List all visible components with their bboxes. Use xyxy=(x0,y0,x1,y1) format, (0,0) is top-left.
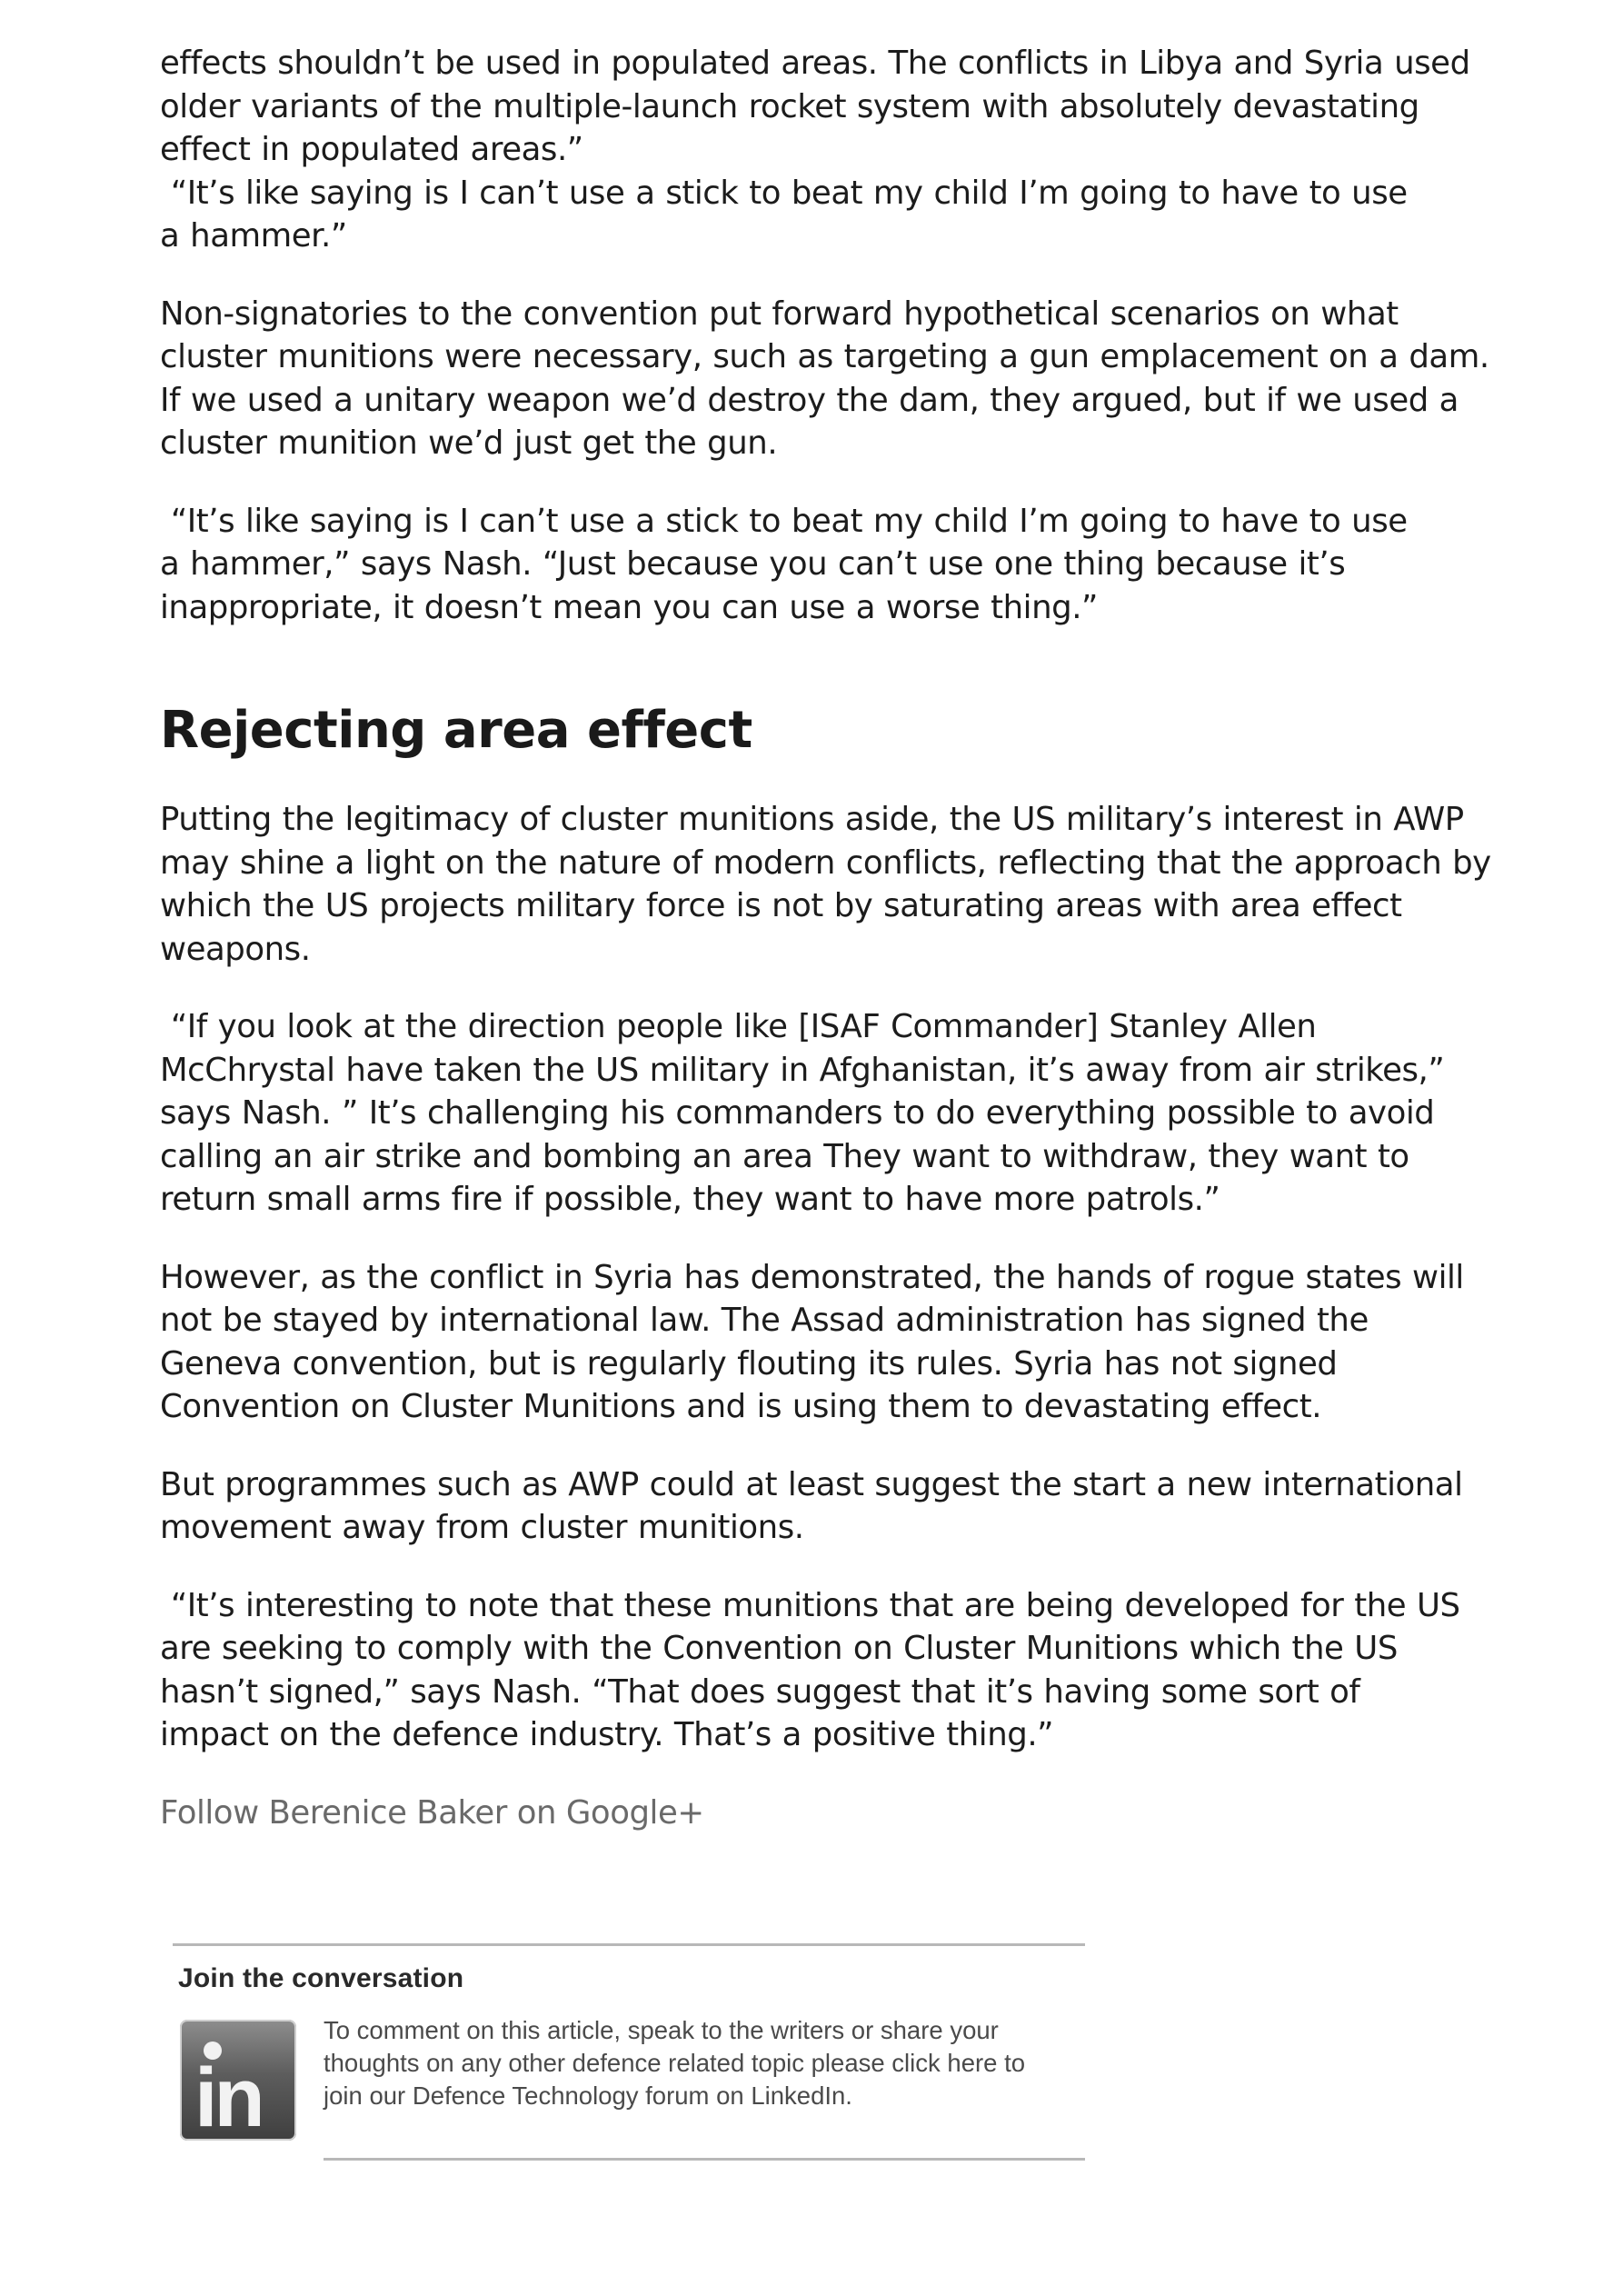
paragraph-line: impact on the defence industry. That’s a positive thing.” xyxy=(160,1716,1054,1753)
linkedin-icon[interactable] xyxy=(180,2020,296,2144)
join-description[interactable]: To comment on this article, speak to the writers or share your thoughts on any other defence related topic please click here to join our Defence Technology forum on LinkedIn. xyxy=(324,2016,1026,2110)
paragraph-line: But programmes such as AWP could at least suggest the start a new international xyxy=(160,1465,1463,1503)
paragraph-line: calling an air strike and bombing an area They want to withdraw, they want to xyxy=(160,1137,1409,1175)
paragraph-line: “It’s interesting to note that these munitions that are being developed for the US xyxy=(160,1586,1460,1624)
paragraph-line: “It’s like saying is I can’t use a stick to beat my child I’m going to have to use xyxy=(160,174,1408,212)
follow-author-link[interactable]: Follow Berenice Baker on Google+ xyxy=(160,1793,704,1832)
paragraph-line: may shine a light on the nature of modern conflicts, reflecting that the approach by xyxy=(160,844,1491,882)
paragraph-line: cluster munitions were necessary, such as targeting a gun emplacement on a dam. xyxy=(160,338,1489,375)
paragraph-line: effect in populated areas.” xyxy=(160,131,583,168)
article-paragraph xyxy=(160,1005,1496,1222)
paragraph-line: If we used a unitary weapon we’d destroy the dam, they argued, but if we used a xyxy=(160,381,1459,419)
paragraph-line: which the US projects military force is not by saturating areas with area effect xyxy=(160,887,1402,924)
join-conversation-panel[interactable] xyxy=(160,1927,1089,2200)
divider xyxy=(173,1943,1085,1946)
paragraph-line: weapons. xyxy=(160,930,311,968)
paragraph-line: not be stayed by international law. The Assad administration has signed the xyxy=(160,1302,1369,1339)
article-paragraph xyxy=(160,1463,1496,1550)
paragraph-line: Geneva convention, but is regularly flouting its rules. Syria has not signed xyxy=(160,1344,1338,1383)
paragraph-line: says Nash. ” It’s challenging his commanders to do everything possible to avoid xyxy=(160,1094,1435,1132)
article-paragraph xyxy=(160,798,1496,971)
paragraph-line: “It’s like saying is I can’t use a stick to beat my child I’m going to have to use xyxy=(160,502,1408,540)
paragraph-line: Non-signatories to the convention put forward hypothetical scenarios on what xyxy=(160,294,1399,333)
paragraph-line: hasn’t signed,” says Nash. “That does suggest that it’s having some sort of xyxy=(160,1672,1360,1711)
section-heading: Rejecting area effect xyxy=(160,701,752,760)
paragraph-line: a hammer.” xyxy=(160,217,347,255)
article-paragraph xyxy=(160,1256,1496,1429)
paragraph-line: inappropriate, it doesn’t mean you can use a worse thing.” xyxy=(160,588,1098,626)
paragraph-line: return small arms fire if possible, they want to have more patrols.” xyxy=(160,1181,1220,1218)
paragraph-line: However, as the conflict in Syria has demonstrated, the hands of rogue states will xyxy=(160,1258,1464,1296)
paragraph-line: Putting the legitimacy of cluster munitions aside, the US military’s interest in AWP xyxy=(160,801,1464,838)
paragraph-line: effects shouldn’t be used in populated areas. The conflicts in Libya and Syria used xyxy=(160,45,1470,82)
article-paragraph xyxy=(160,1584,1496,1757)
article-paragraph xyxy=(160,293,1496,465)
article-paragraph xyxy=(160,42,1496,258)
paragraph-line: McChrystal have taken the US military in Afghanistan, it’s away from air strikes,” xyxy=(160,1051,1445,1089)
paragraph-line: cluster munition we’d just get the gun. xyxy=(160,424,778,462)
paragraph-line: are seeking to comply with the Convention on Cluster Munitions which the US xyxy=(160,1630,1398,1667)
divider xyxy=(324,2158,1085,2161)
join-title: Join the conversation xyxy=(178,1963,464,1993)
paragraph-line: movement away from cluster munitions. xyxy=(160,1509,804,1546)
paragraph-line: older variants of the multiple-launch rocket system with absolutely devastating xyxy=(160,87,1419,125)
article-paragraph xyxy=(160,500,1496,630)
paragraph-line: “If you look at the direction people like [ISAF Commander] Stanley Allen xyxy=(160,1008,1317,1045)
linkedin-icon-text: in xyxy=(194,2051,262,2144)
paragraph-line: a hammer,” says Nash. “Just because you can’t use one thing because it’s xyxy=(160,545,1346,583)
paragraph-line: Convention on Cluster Munitions and is using them to devastating effect. xyxy=(160,1388,1322,1425)
article-body xyxy=(160,0,1496,1834)
